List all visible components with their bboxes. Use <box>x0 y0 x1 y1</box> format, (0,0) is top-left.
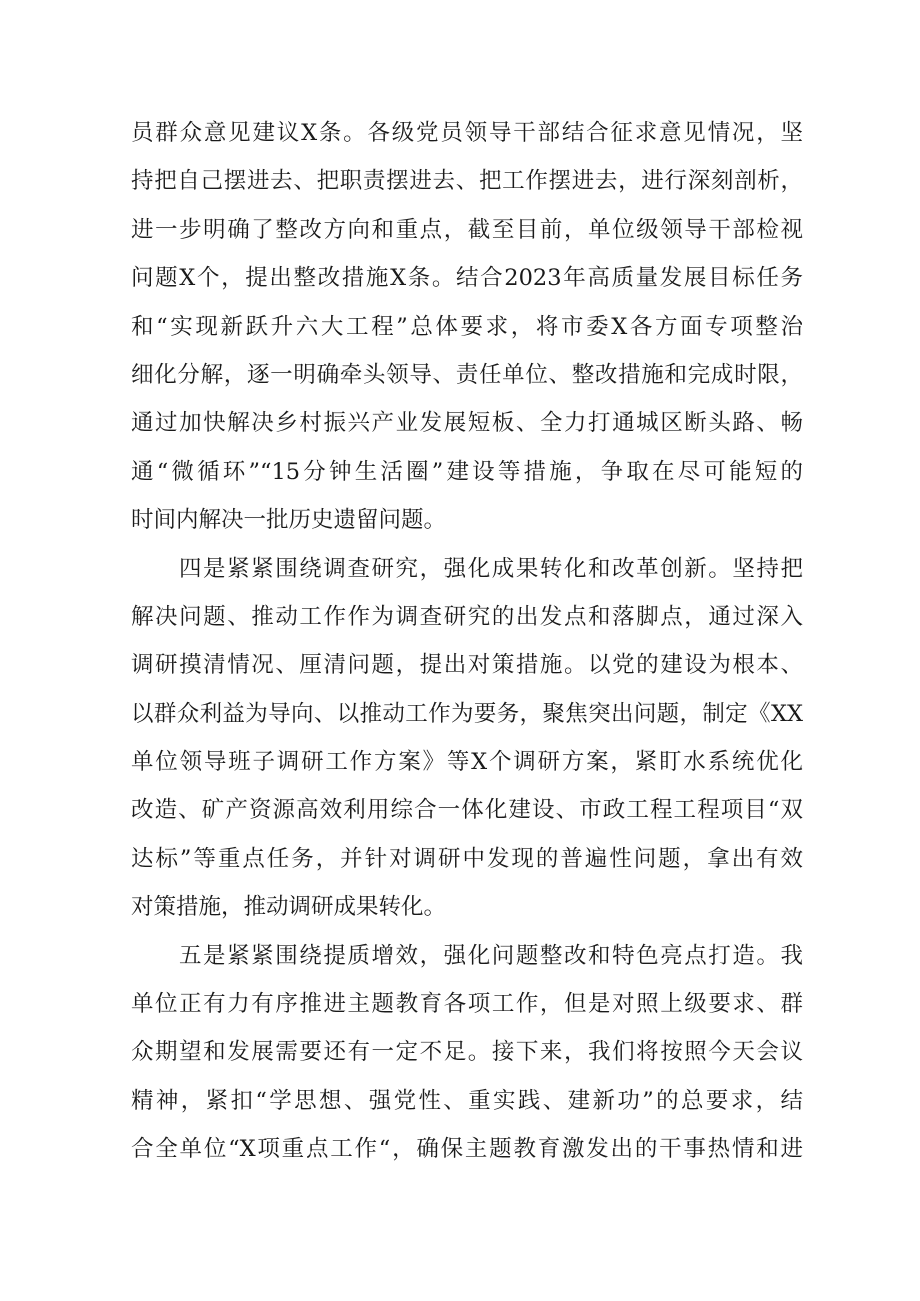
paragraph-line: 员群众意见建议X条。各级党员领导干部结合征求意见情况，坚 <box>131 120 803 146</box>
paragraph-line: 解决问题、推动工作作为调查研究的出发点和落脚点，通过深入 <box>131 603 803 630</box>
document-body <box>131 109 803 1174</box>
paragraph-line: 细化分解，逐一明确牵头领导、责任单位、整改措施和完成时限， <box>131 361 803 388</box>
paragraph-line: 通“微循环”“15分钟生活圈”建设等措施，争取在尽可能短的 <box>131 458 803 485</box>
paragraph-line: 四是紧紧围绕调查研究，强化成果转化和改革创新。坚持把 <box>179 555 803 582</box>
paragraph-line: 合全单位“X项重点工作“，确保主题教育激发出的干事热情和进 <box>131 1136 803 1163</box>
paragraph-line: 单位领导班子调研工作方案》等X个调研方案，紧盯水系统优化 <box>131 749 803 776</box>
paragraph-line: 五是紧紧围绕提质增效，强化问题整改和特色亮点打造。我 <box>179 942 803 969</box>
paragraph-line: 和“实现新跃升六大工程”总体要求，将市委X各方面专项整治 <box>131 313 803 340</box>
paragraph-line: 改造、矿产资源高效利用综合一体化建设、市政工程工程项目“双 <box>131 797 803 824</box>
paragraph-3 <box>131 932 803 1174</box>
paragraph-line: 精神，紧扣“学思想、强党性、重实践、建新功”的总要求，结 <box>131 1087 803 1114</box>
paragraph-line: 通过加快解决乡村振兴产业发展短板、全力打通城区断头路、畅 <box>131 410 803 437</box>
paragraph-1 <box>131 109 803 545</box>
paragraph-line: 调研摸清情况、厘清问题，提出对策措施。以党的建设为根本、 <box>131 652 803 679</box>
paragraph-line: 达标”等重点任务，并针对调研中发现的普遍性问题，拿出有效 <box>131 845 803 872</box>
paragraph-line: 持把自己摆进去、把职责摆进去、把工作摆进去，进行深刻剖析， <box>131 168 803 195</box>
paragraph-line: 以群众利益为导向、以推动工作为要务，聚焦突出问题，制定《XX <box>131 700 803 727</box>
paragraph-2 <box>131 545 803 932</box>
paragraph-line: 问题X个，提出整改措施X条。结合2023年高质量发展目标任务 <box>131 265 803 292</box>
paragraph-line: 进一步明确了整改方向和重点，截至目前，单位级领导干部检视 <box>131 216 803 243</box>
paragraph-line: 单位正有力有序推进主题教育各项工作，但是对照上级要求、群 <box>131 991 803 1018</box>
paragraph-line: 对策措施，推动调研成果转化。 <box>131 894 447 921</box>
paragraph-line: 时间内解决一批历史遗留问题。 <box>131 507 447 534</box>
paragraph-line: 众期望和发展需要还有一定不足。接下来，我们将按照今天会议 <box>131 1039 803 1066</box>
